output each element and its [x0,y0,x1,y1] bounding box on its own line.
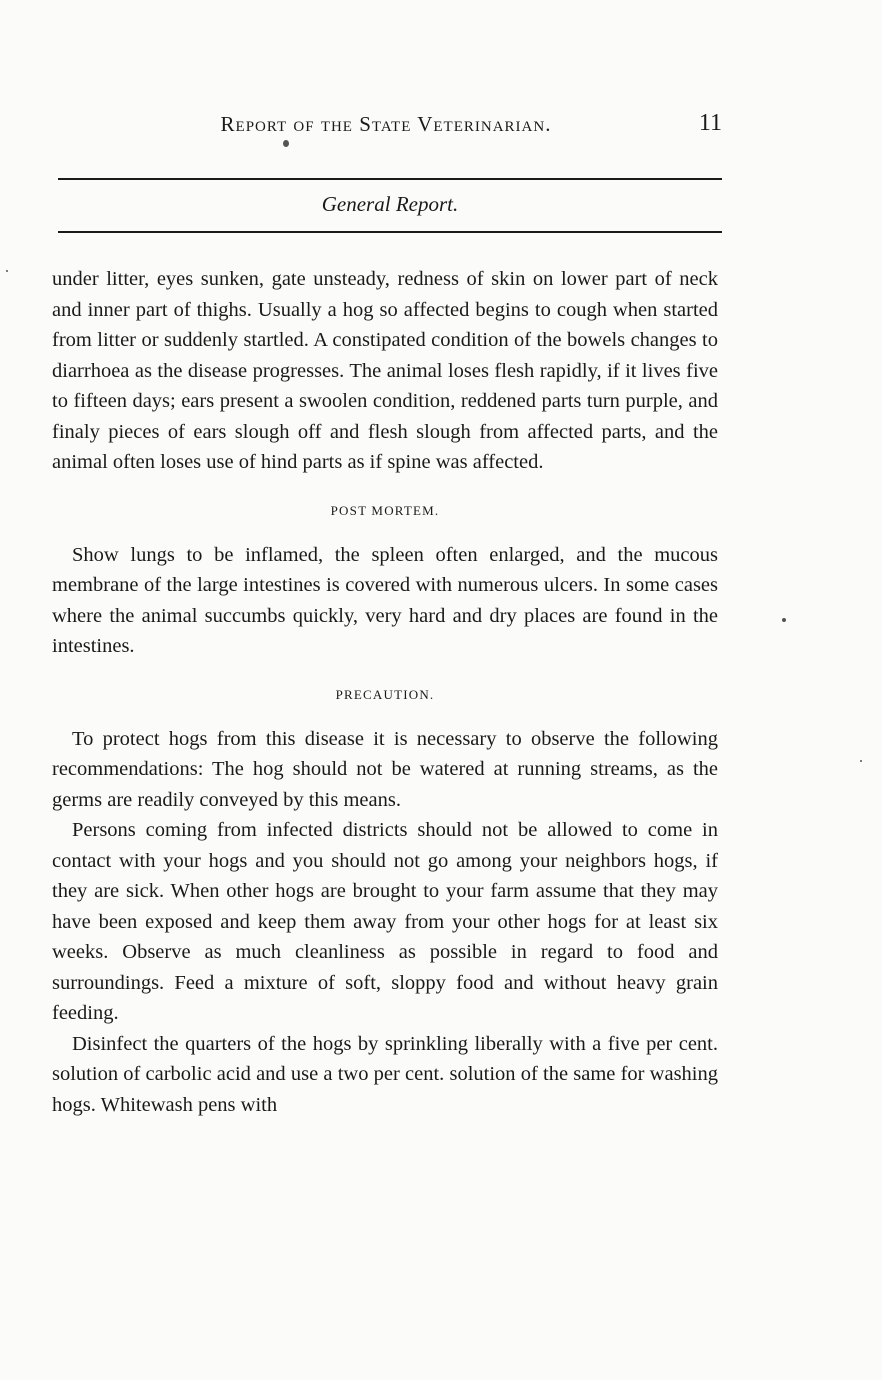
section-title: General Report. [321,192,459,216]
running-title: Report of the State Veterinarian. [220,112,552,136]
subhead-post-mortem: POST MORTEM. [330,502,440,518]
paragraph-precaution: To protect hogs from this disease it is necessary to observe the following recommendations: The hog should not be watered at running streams, as the germs are readily conveyed by this means. [52,727,718,811]
paragraph-symptoms: under litter, eyes sunken, gate unsteady, redness of skin on lower part of neck and inner part of thighs. Usually a hog so affected begins to cough when started from litter or suddenly startled. A constipated condition of the bowels changes to diarrhoea as the disease progresses. The animal loses flesh rapidly, if it lives five to fifteen days; ears present a swoolen condition, reddened parts turn purple, and finaly pieces of ears slough off and flesh slough from affected parts, and the animal often loses use of hind parts as if spine was affected. [52,268,718,473]
paragraph-post-mortem: Show lungs to be inflamed, the spleen often enlarged, and the mucous membrane of the large intestines is covered with numerous ulcers. In some cases where the animal succumbs quickly, very hard and dry places are found in the intestines. [52,543,718,657]
header-rule-bottom [58,231,722,233]
paragraph-persons: Persons coming from infected districts should not be allowed to come in contact with your hogs and you should not go among your neighbors hogs, if they are sick. When other hogs are brought to your farm assume that they may have been exposed and keep them away from your other hogs for at least six weeks. Observe as much cleanliness as possible in regard to food and surroundings. Feed a mixture of soft, sloppy food and without heavy grain feeding. [52,819,718,1024]
body-text [52,264,718,1120]
header-rule-top [58,178,722,180]
subhead-precaution: PRECAUTION. [335,686,435,702]
paragraph-disinfect: Disinfect the quarters of the hogs by sprinkling liberally with a five per cent. solution of carbolic acid and use a two per cent. solution of the same for washing hogs. Whitewash pens with [52,1032,718,1116]
page-number: 11 [698,110,722,136]
